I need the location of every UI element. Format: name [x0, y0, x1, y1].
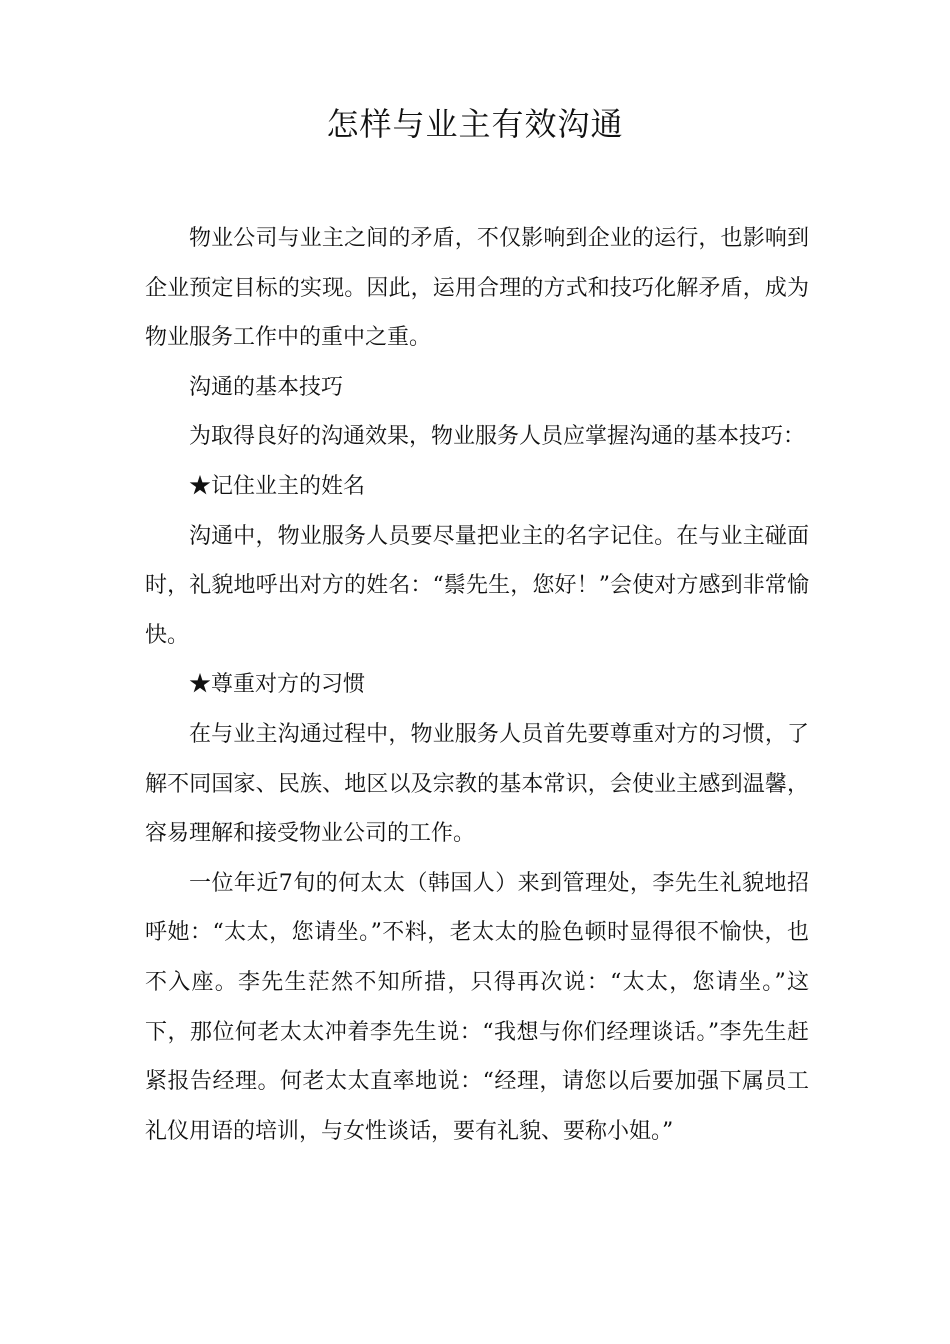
paragraph-intro: 物业公司与业主之间的矛盾，不仅影响到企业的运行，也影响到企业预定目标的实现。因此，运用合理的方式和技巧化解矛盾，成为物业服务工作中的重中之重。 [145, 226, 809, 351]
subheading-respect-habits: ★尊重对方的习惯 [189, 672, 366, 698]
subheading-remember-names: ★记住业主的姓名 [189, 473, 366, 499]
paragraph-respect-habits: 在与业主沟通过程中，物业服务人员首先要尊重对方的习惯，了解不同国家、民族、地区以及宗教的基本常识，会使业主感到温馨，容易理解和接受物业公司的工作。 [145, 721, 809, 847]
paragraph-example-story: 一位年近7旬的何太太（韩国人）来到管理处，李先生礼貌地招呼她：“太太，您请坐。”不料，老太太的脸色顿时显得很不愉快，也不入座。李先生茫然不知所措，只得再次说：“太太，您请坐。”这下，那位何老太太冲着李先生说：“我想与你们经理谈话。”李先生赶紧报告经理。何老太太直率地说：“经理，请您以后要加强下属员工礼仪用语的培训，与女性谈话，要有礼貌、要称小姐。” [145, 870, 809, 1144]
document-title: 怎样与业主有效沟通 [326, 105, 624, 143]
paragraph-remember-names: 沟通中，物业服务人员要尽量把业主的名字记住。在与业主碰面时，礼貌地呼出对方的姓名：“鬃先生，您好！”会使对方感到非常愉快。 [145, 523, 809, 648]
document-body [145, 214, 809, 1156]
section-heading-basic-skills: 沟通的基本技巧 [189, 374, 344, 400]
paragraph-skills-intro: 为取得良好的沟通效果，物业服务人员应掌握沟通的基本技巧： [189, 424, 806, 450]
